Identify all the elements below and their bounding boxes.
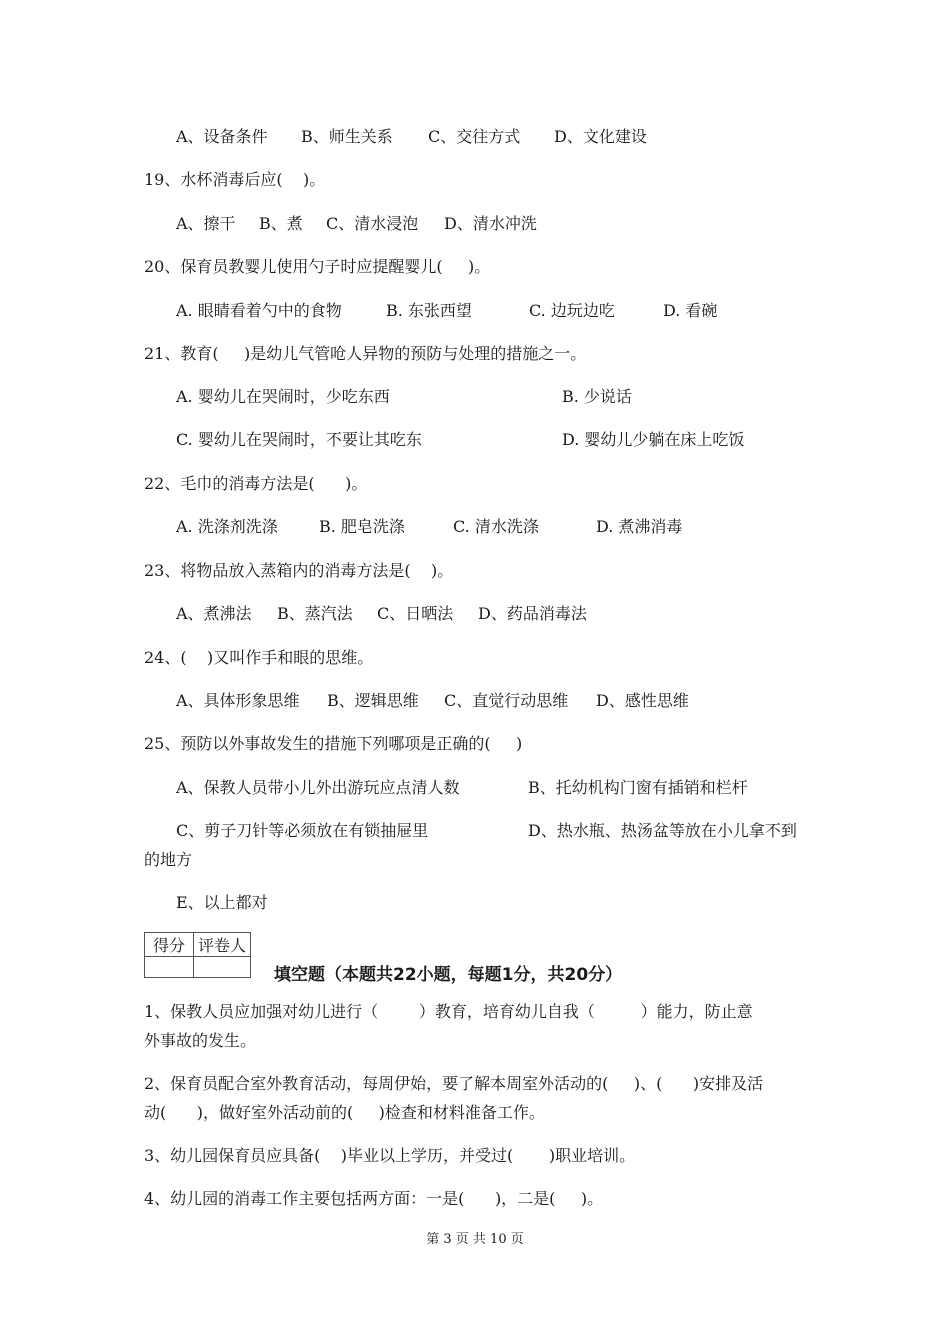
q22-option-d: D. 煮沸消毒 (596, 517, 683, 536)
q20-option-c: C. 边玩边吃 (529, 301, 615, 320)
q20-option-a: A. 眼睛看着勺中的食物 (176, 301, 342, 320)
q21-option-d: D. 婴幼儿少躺在床上吃饭 (562, 430, 745, 449)
fill-question-1: 1、保教人员应加强对幼儿进行（ ）教育，培育幼儿自我（ ）能力，防止意 (144, 1002, 753, 1021)
q18-option-c: C、交往方式 (428, 127, 521, 146)
q19-option-b: B、煮 (259, 214, 303, 233)
q20-option-d: D. 看碗 (663, 301, 718, 320)
page-footer: 第 3 页 共 10 页 (426, 1232, 524, 1247)
question-25: 25、预防以外事故发生的措施下列哪项是正确的( ) (144, 734, 523, 753)
q25-option-c: C、剪子刀针等必须放在有锁抽屉里 (176, 821, 429, 840)
fill-question-2-continued: 动( )，做好室外活动前的( )检查和材料准备工作。 (144, 1103, 545, 1122)
q19-option-d: D、清水冲洗 (444, 214, 537, 233)
q19-option-c: C、清水浸泡 (326, 214, 419, 233)
score-cell (145, 957, 194, 978)
question-19: 19、水杯消毒后应( )。 (144, 170, 326, 189)
q21-option-a: A. 婴幼儿在哭闹时，少吃东西 (176, 387, 390, 406)
q18-option-d: D、文化建设 (554, 127, 647, 146)
q25-option-e: E、以上都对 (176, 893, 268, 912)
fill-question-3: 3、幼儿园保育员应具备( )毕业以上学历，并受过( )职业培训。 (144, 1146, 636, 1165)
q18-option-b: B、师生关系 (301, 127, 393, 146)
q24-option-c: C、直觉行动思维 (444, 691, 569, 710)
question-24: 24、( )又叫作手和眼的思维。 (144, 648, 374, 667)
grader-cell (194, 957, 251, 978)
q23-option-c: C、日晒法 (377, 604, 454, 623)
q25-option-d-continued: 的地方 (144, 850, 193, 869)
question-23: 23、将物品放入蒸箱内的消毒方法是( )。 (144, 561, 454, 580)
q21-option-c: C. 婴幼儿在哭闹时，不要让其吃东 (176, 430, 422, 449)
q24-option-b: B、逻辑思维 (327, 691, 419, 710)
question-21: 21、教育( )是幼儿气管呛人异物的预防与处理的措施之一。 (144, 344, 587, 363)
q24-option-a: A、具体形象思维 (176, 691, 300, 710)
question-22: 22、毛巾的消毒方法是( )。 (144, 474, 368, 493)
score-table (144, 932, 251, 978)
q18-option-a: A、设备条件 (176, 127, 268, 146)
section-title: 填空题（本题共22小题，每题1分，共20分） (274, 965, 623, 985)
q23-option-d: D、药品消毒法 (478, 604, 587, 623)
q23-option-b: B、蒸汽法 (277, 604, 353, 623)
q25-option-a: A、保教人员带小儿外出游玩应点清人数 (176, 778, 460, 797)
fill-question-2: 2、保育员配合室外教育活动，每周伊始，要了解本周室外活动的( )、( )安排及活 (144, 1074, 764, 1093)
score-label: 得分 (145, 933, 194, 957)
q25-option-b: B、托幼机构门窗有插销和栏杆 (528, 778, 748, 797)
question-20: 20、保育员教婴儿使用勺子时应提醒婴儿( )。 (144, 257, 491, 276)
q21-option-b: B. 少说话 (562, 387, 632, 406)
fill-question-4: 4、幼儿园的消毒工作主要包括两方面：一是( )，二是( )。 (144, 1189, 604, 1208)
q22-option-b: B. 肥皂洗涤 (319, 517, 405, 536)
q25-option-d: D、热水瓶、热汤盆等放在小儿拿不到 (528, 821, 797, 840)
q19-option-a: A、擦干 (176, 214, 236, 233)
q22-option-c: C. 清水洗涤 (453, 517, 539, 536)
q24-option-d: D、感性思维 (596, 691, 689, 710)
fill-question-1-continued: 外事故的发生。 (144, 1031, 257, 1050)
q23-option-a: A、煮沸法 (176, 604, 252, 623)
q20-option-b: B. 东张西望 (386, 301, 472, 320)
grader-label: 评卷人 (194, 933, 251, 957)
q22-option-a: A. 洗涤剂洗涤 (176, 517, 278, 536)
